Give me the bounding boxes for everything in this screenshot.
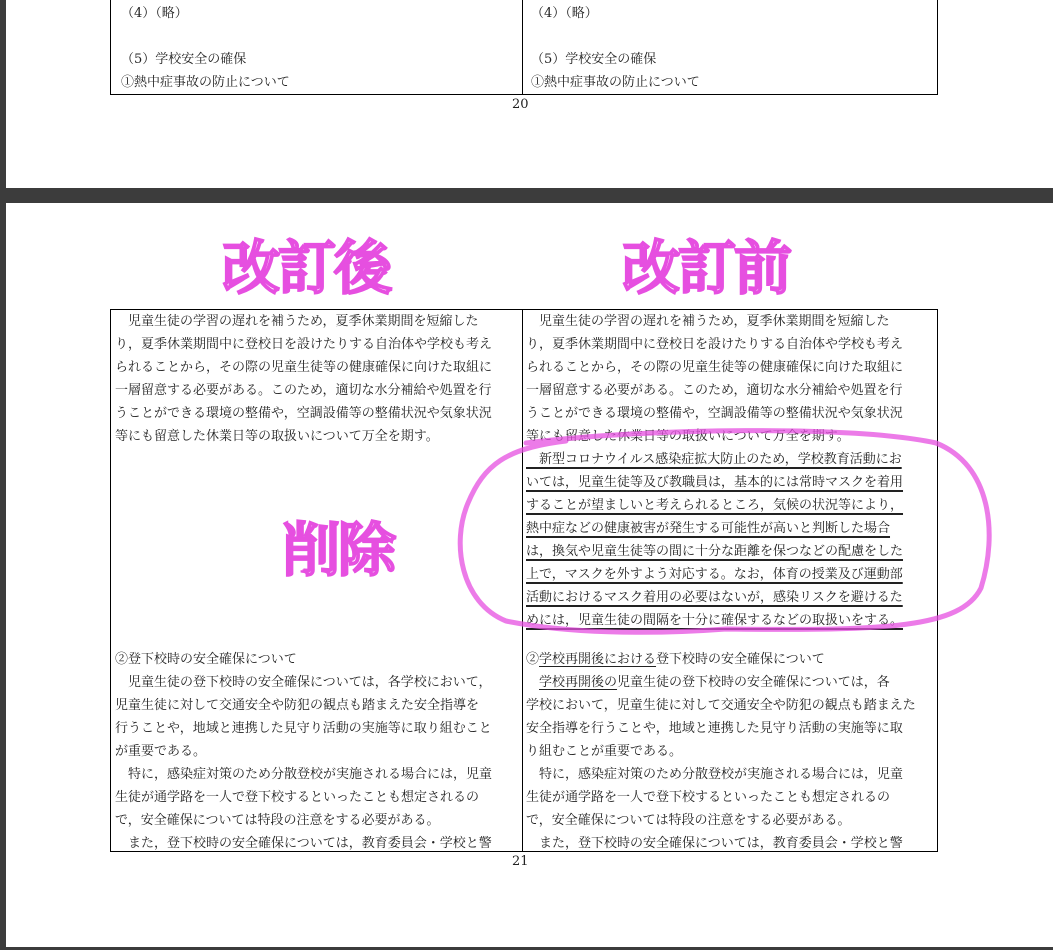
comparison-table-page-21 <box>110 309 938 852</box>
right-column-text <box>531 2 700 94</box>
indent <box>526 675 539 690</box>
text-line: 児童生徒の学習の遅れを補うため，夏季休業期間を短縮した <box>526 314 890 329</box>
text-line: 学校において，児童生徒に対して交通安全や防犯の観点も踏まえた <box>526 698 916 713</box>
section-heading: ②登下校時の安全確保について <box>115 652 297 667</box>
text-line: うことができる環境の整備や，空調設備等の整備状況や気象状況 <box>115 406 492 421</box>
text-line: また，登下校時の安全確保については，教育委員会・学校と警 <box>526 836 903 851</box>
heading-suffix: 登下校時の安全確保について <box>656 652 825 667</box>
heading-prefix: ② <box>526 652 540 667</box>
text-line: 特に，感染症対策のため分散登校が実施される場合には，児童 <box>526 767 904 782</box>
text-line: 一層留意する必要がある。このため，適切な水分補給や処置を行 <box>526 383 903 398</box>
deleted-text-line: 上で，マスクを外すよう対応する。なお，体育の授業及び運動部 <box>526 567 903 582</box>
text-line: ①熱中症事故の防止について <box>121 75 290 90</box>
deleted-text-line: は，換気や児童生徒等の間に十分な距離を保つなどの配慮をした <box>526 544 904 559</box>
text-line: 児童生徒の登下校時の安全確保については，各学校において， <box>115 675 492 690</box>
text-line: で，安全確保については特段の注意をする必要がある。 <box>115 813 440 828</box>
text-line: 等にも留意した休業日等の取扱いについて万全を期す。 <box>115 429 439 444</box>
underlined-text: 学校再開後の <box>539 675 618 690</box>
text-line: （5）学校安全の確保 <box>121 52 247 67</box>
text: 児童生徒の登下校時の安全確保については，各 <box>617 675 890 690</box>
deleted-text-line: いては，児童生徒等及び教職員は，基本的には常時マスクを着用 <box>526 475 904 490</box>
annotation-deleted: 削除 <box>282 516 395 584</box>
section-heading <box>526 648 916 671</box>
annotation-after-revision: 改訂後 <box>222 234 391 302</box>
text-line: 生徒が通学路を一人で登下校するといったことも想定されるの <box>115 790 480 805</box>
text-line <box>121 25 290 48</box>
document-page-21 <box>6 203 1053 947</box>
text-line: り，夏季休業期間中に登校日を設けたりする自治体や学校も考え <box>115 337 493 352</box>
text-line: で，安全確保については特段の注意をする必要がある。 <box>526 813 851 828</box>
text-line: 一層留意する必要がある。このため，適切な水分補給や処置を行 <box>115 383 492 398</box>
heading-underlined-text: 学校再開後における <box>539 652 657 667</box>
text-line <box>526 671 916 694</box>
text-line: （4）（略） <box>531 6 598 21</box>
text-line: られることから，その際の児童生徒等の健康確保に向けた取組に <box>526 360 904 375</box>
text-line: 生徒が通学路を一人で登下校するといったことも想定されるの <box>526 790 891 805</box>
text-line: り，夏季休業期間中に登校日を設けたりする自治体や学校も考え <box>526 337 904 352</box>
deleted-text-line: めには，児童生徒の間隔を十分に確保するなどの取扱いをする。 <box>526 613 904 628</box>
comparison-table-page-20 <box>110 0 938 95</box>
text-line: 特に，感染症対策のため分散登校が実施される場合には，児童 <box>115 767 493 782</box>
right-column-para2 <box>526 648 916 855</box>
column-divider <box>522 310 523 851</box>
text-line: 児童生徒の学習の遅れを補うため，夏季休業期間を短縮した <box>115 314 479 329</box>
deleted-text-line: 熱中症などの健康被害が発生する可能性が高いと判断した場合 <box>526 521 891 536</box>
text-line: 児童生徒に対して交通安全や防犯の観点も踏まえた安全指導を <box>115 698 480 713</box>
deleted-text-line: することが望ましいと考えられるところ，気候の状況等により， <box>526 498 904 513</box>
text-line: うことができる環境の整備や，空調設備等の整備状況や気象状況 <box>526 406 903 421</box>
text-line: ①熱中症事故の防止について <box>531 75 700 90</box>
text-line: 等にも留意した休業日等の取扱いについて万全を期す。 <box>526 429 850 444</box>
right-column-para1 <box>526 310 903 448</box>
page-number: 20 <box>512 97 529 112</box>
deleted-text-line: 活動におけるマスク着用の必要はないが，感染リスクを避けるた <box>526 590 903 605</box>
left-column-text <box>121 2 290 94</box>
left-column-para1 <box>115 310 492 448</box>
text-line: られることから，その際の児童生徒等の健康確保に向けた取組に <box>115 360 493 375</box>
text-line: り組むことが重要である。 <box>526 744 683 759</box>
text-line: また，登下校時の安全確保については，教育委員会・学校と警 <box>115 836 492 851</box>
text-line: （4）（略） <box>121 6 188 21</box>
text-line: 行うことや，地域と連携した見守り活動の実施等に取り組むこと <box>115 721 492 736</box>
text-line <box>531 25 700 48</box>
page-number: 21 <box>512 854 529 869</box>
document-page-20 <box>6 0 1053 188</box>
left-column-para2 <box>115 648 492 855</box>
annotation-before-revision: 改訂前 <box>622 234 791 302</box>
text-line: が重要である。 <box>115 744 207 759</box>
deleted-paragraph <box>526 448 903 632</box>
text-line: （5）学校安全の確保 <box>531 52 657 67</box>
deleted-text-line: 新型コロナウイルス感染症拡大防止のため，学校教育活動にお <box>526 452 902 467</box>
column-divider <box>522 0 523 94</box>
text-line: 安全指導を行うことや，地域と連携した見守り活動の実施等に取 <box>526 721 903 736</box>
